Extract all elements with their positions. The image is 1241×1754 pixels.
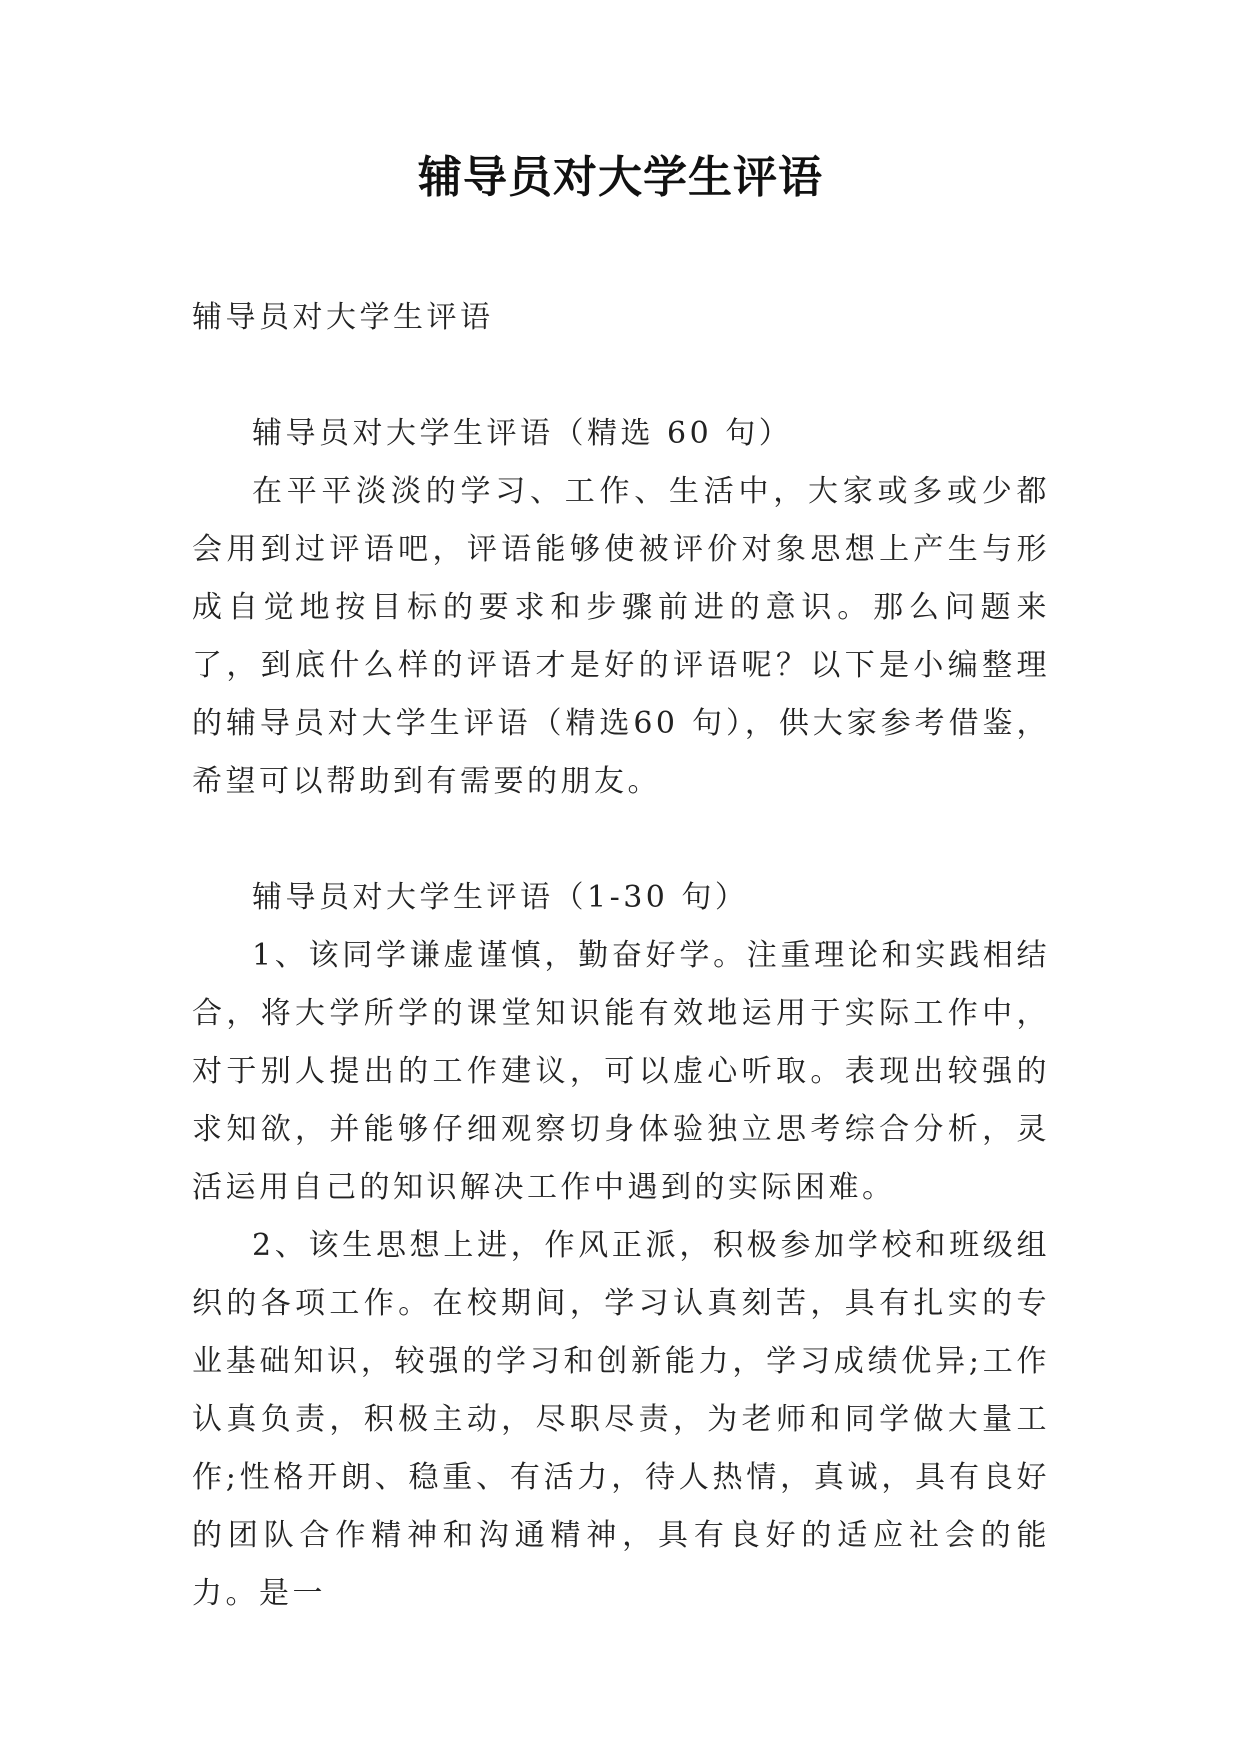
intro-paragraph: 在平平淡淡的学习、工作、生活中，大家或多或少都会用到过评语吧，评语能够使被评价对象思想上产生与形成自觉地按目标的要求和步骤前进的意识。那么问题来了，到底什么样的评语才是好的评语呢？以下是小编整理的辅导员对大学生评语（精选60 句），供大家参考借鉴，希望可以帮助到有需要的朋友。 [192, 474, 1050, 799]
document-title: 辅导员对大学生评语 [418, 152, 823, 203]
part-heading: 辅导员对大学生评语（1-30 句） [252, 880, 749, 915]
section-heading: 辅导员对大学生评语（精选 60 句） [252, 416, 793, 451]
comment-item-1: 1、该同学谦虚谨慎，勤奋好学。注重理论和实践相结合，将大学所学的课堂知识能有效地运用于实际工作中，对于别人提出的工作建议，可以虚心听取。表现出较强的求知欲，并能够仔细观察切身体验独立思考综合分析，灵活运用自己的知识解决工作中遇到的实际困难。 [192, 938, 1050, 1205]
comment-item-2: 2、该生思想上进，作风正派，积极参加学校和班级组织的各项工作。在校期间，学习认真刻苦，具有扎实的专业基础知识，较强的学习和创新能力，学习成绩优异;工作认真负责，积极主动，尽职尽责，为老师和同学做大量工作;性格开朗、稳重、有活力，待人热情，真诚，具有良好的团队合作精神和沟通精神，具有良好的适应社会的能力。是一 [192, 1228, 1050, 1611]
document-body [192, 289, 1050, 1623]
document-subtitle: 辅导员对大学生评语 [192, 300, 494, 335]
